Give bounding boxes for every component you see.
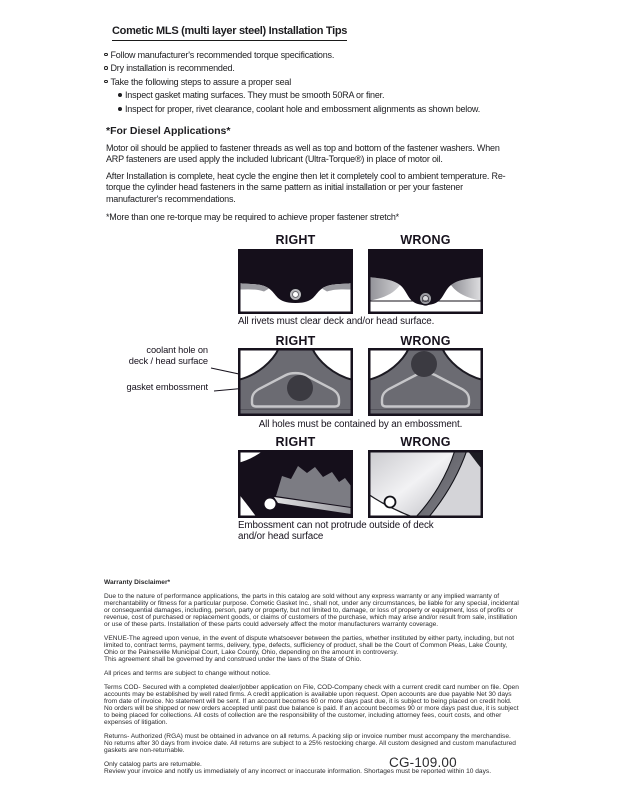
list-item [104,62,516,76]
wrong-label: WRONG [400,435,451,450]
annotation-text: deck / head surface [128,356,208,367]
diesel-paragraph: Motor oil should be applied to fastener threads as well as top and bottom of the fastener washers. When ARP fasteners are used apply the included lubricant (Ultra-Torque®) in place of motor oil. [106,143,500,165]
circle-bullet-icon [104,80,108,84]
disclaimer-paragraph: All prices and terms are subject to change without notice. [104,670,271,678]
diagram-caption: All holes must be contained by an embossment. [258,419,463,431]
page-title: Cometic MLS (multi layer steel) Installation Tips [112,25,347,41]
disclaimer-heading: Warranty Disclaimer* [104,579,171,587]
diesel-heading: *For Diesel Applications* [106,125,231,137]
list-item [104,89,516,103]
tips-list [104,49,516,117]
list-item-text: Inspect gasket mating surfaces. They must be smooth 50RA or finer. [125,90,385,100]
list-item [104,103,516,117]
right-label: RIGHT [275,233,316,248]
rivet-wrong-diagram [368,249,483,314]
list-item-text: Inspect for proper, rivet clearance, coolant hole and embossment alignments as shown below. [125,103,481,114]
list-item [104,49,516,63]
list-item [104,76,516,90]
right-label: RIGHT [275,334,316,349]
diagram-caption: Embossment can not protrude outside of deck and/or head surface [238,520,434,543]
retorque-note: *More than one re-torque may be required to achieve proper fastener stretch* [106,212,399,223]
protrude-right-diagram [238,450,353,518]
dot-bullet-icon [118,107,122,111]
coolant-hole [287,375,313,401]
warranty-disclaimer-section [104,579,520,775]
circle-bullet-icon [104,66,108,70]
embossment-annotation [84,382,208,393]
bolt-hole [385,497,396,508]
diagram-caption: All rivets must clear deck and/or head surface. [238,316,435,328]
disclaimer-paragraph: VENUE-The agreed upon venue, in the event of dispute whatsoever between the parties, whether instituted by either party, including, but not limited to, contract terms, payment terms, delivery, type, defects, sufficiency of product, shall be the Court of Common Pleas, Lake County, Ohio or the Painesville Municipal Court, Lake County, Ohio, depending on the amount in controversy. [104,635,515,657]
wrong-label: WRONG [400,334,451,349]
rivet-right-diagram [238,249,353,314]
list-item-text: Follow manufacturer's recommended torque specifications. [110,49,335,60]
disclaimer-paragraph: This agreement shall be governed by and construed under the laws of the State of Ohio. [104,656,362,664]
annotation-text: gasket embossment [126,382,208,393]
instructions-section [0,0,618,223]
list-item-text: Dry installation is recommended. [110,63,235,73]
rivet-icon [419,293,432,306]
bolt-hole [265,499,276,510]
protrude-wrong-diagram [368,450,483,518]
disclaimer-paragraph: Terms COD- Secured with a completed dealer/jobber application on File, COD-Company check with a current credit card number on file. Open accounts may be established by well rated firms. A credit application is available upon request. Open accounts are due payable Net 30 days from date of invoice. No statement will be sent. If an account becomes 60 or more days past due, it is subject to being placed on credit hold. No orders will be shipped or new orders accepted until past due balance is paid. If an account becomes 90 or more days past due, it is subject to being placed for collections. All costs of collection are the responsibility of the customer, including attorney fees, court costs, and other expenses of litigation. [104,684,519,727]
coolant-right-diagram [238,348,353,416]
annotation-text: coolant hole on [146,345,208,356]
list-item-text: Take the following steps to assure a proper seal [110,76,292,87]
coolant-hole-annotation [84,345,208,367]
diagram-section [0,229,618,545]
page-code: CG-109.00 [389,755,457,770]
diesel-paragraph: After Installation is complete, heat cycle the engine then let it completely cool to ambient temperature. Re-torque the cylinder head fasteners in the same pattern as initial installation or per your fastener manufacturer's recommendations. [106,170,506,204]
circle-bullet-icon [104,53,108,57]
disclaimer-paragraph: Review your invoice and notify us immediately of any incorrect or inaccurate information. Shortages must be reported within 10 days. [104,768,492,776]
wrong-label: WRONG [400,233,451,248]
coolant-hole [411,351,437,377]
disclaimer-paragraph: Due to the nature of performance applications, the parts in this catalog are sold without any express warranty or any implied warranty of merchantability or fitness for a particular purpose. Cometic Gasket Inc., shall not, under any circumstances, be liable for any special, incidental or consequential damages, including, person, party or property, but not limited to, damage, or loss of property or equipment, loss of profits or revenue, cost of purchased or replacement goods, or claims of customers of the purchase, which may arise and/or result from sale, instillation or use of these parts. Installation of these parts could adversely affect the motor manufacturers warranty coverage. [104,593,519,629]
coolant-wrong-diagram [368,348,483,416]
right-label: RIGHT [275,435,316,450]
disclaimer-paragraph: Returns- Authorized (RGA) must be obtained in advance on all returns. A packing slip or invoice number must accompany the merchandise. No returns after 30 days from invoice date. All returns are subject to a 25% restocking charge. All custom designed and custom manufactured gaskets are non-returnable. [104,733,516,755]
disclaimer-paragraph: Only catalog parts are returnable. [104,761,202,769]
rivet-icon [289,289,302,302]
dot-bullet-icon [118,93,122,97]
